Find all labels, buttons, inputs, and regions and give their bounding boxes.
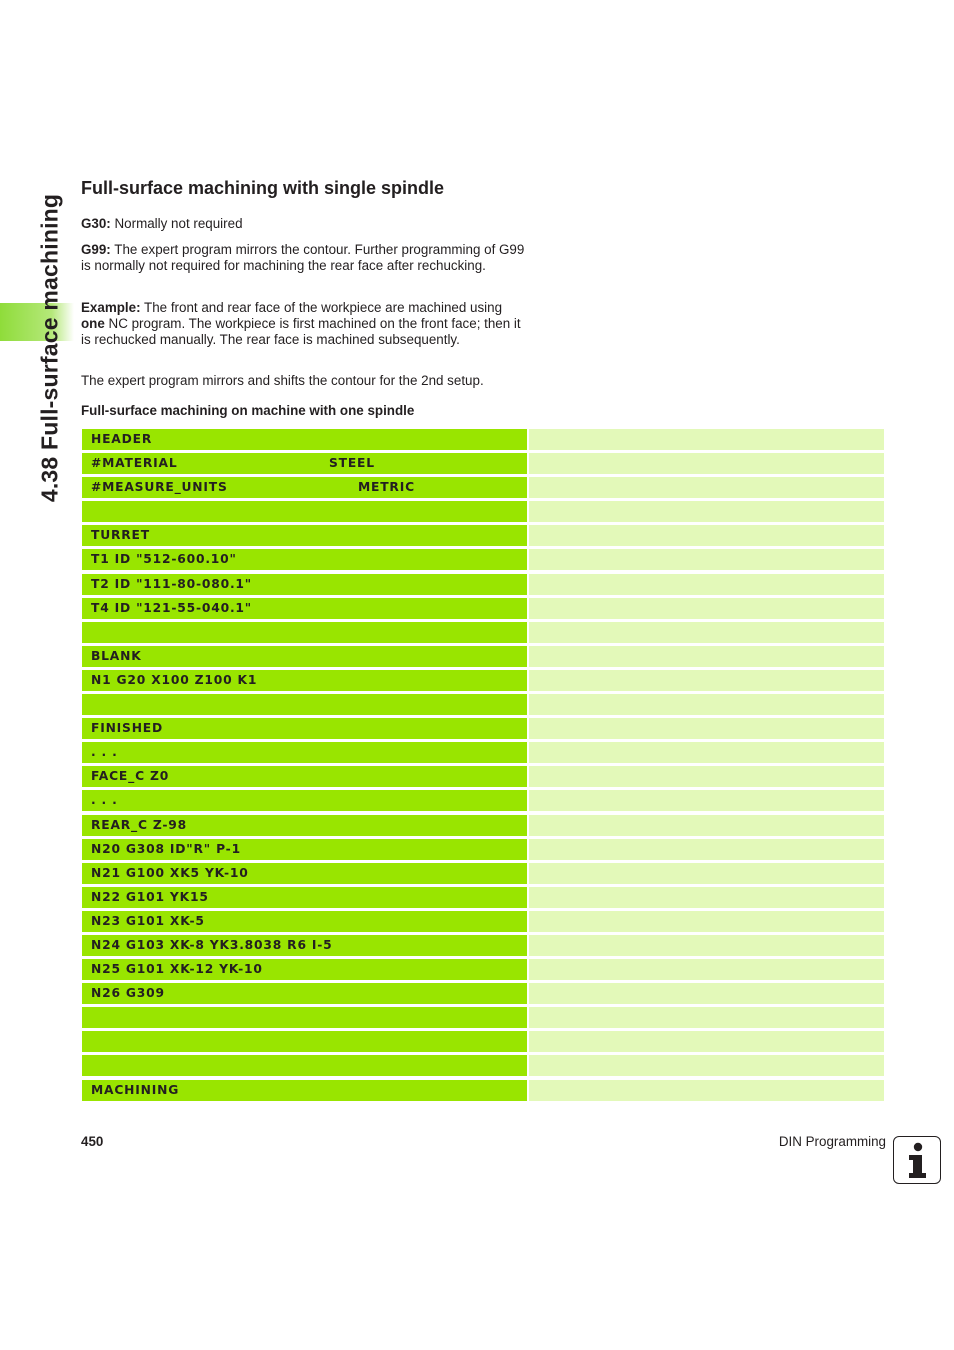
code-cell xyxy=(82,670,527,691)
code-value: METRIC xyxy=(358,480,415,495)
code-row xyxy=(82,1055,884,1076)
code-text: N21 G100 XK5 YK-10 xyxy=(91,865,249,880)
code-row xyxy=(82,1007,884,1028)
code-text: REAR_C Z-98 xyxy=(91,817,188,832)
code-row xyxy=(82,477,884,498)
code-text: N25 G101 XK-12 YK-10 xyxy=(91,962,263,977)
code-row xyxy=(82,574,884,595)
code-row xyxy=(82,766,884,787)
code-cell xyxy=(82,766,527,787)
comment-cell xyxy=(529,1055,884,1076)
code-row xyxy=(82,790,884,811)
g99-label: G99: xyxy=(81,242,111,257)
code-row xyxy=(82,839,884,860)
code-cell xyxy=(82,1031,527,1052)
code-text: MACHINING xyxy=(91,1082,180,1097)
comment-cell xyxy=(529,935,884,956)
code-cell xyxy=(82,694,527,715)
code-cell xyxy=(82,574,527,595)
code-row xyxy=(82,501,884,522)
comment-cell xyxy=(529,911,884,932)
page-number: 450 xyxy=(81,1134,104,1149)
code-cell xyxy=(82,1055,527,1076)
code-cell xyxy=(82,549,527,570)
code-row xyxy=(82,742,884,763)
code-row xyxy=(82,646,884,667)
example-text-1: The front and rear face of the workpiece are machined using xyxy=(140,300,503,315)
code-cell xyxy=(82,911,527,932)
comment-cell xyxy=(529,742,884,763)
code-cell xyxy=(82,1080,527,1101)
g30-text: Normally not required xyxy=(110,216,243,231)
code-cell xyxy=(82,887,527,908)
comment-cell xyxy=(529,598,884,619)
code-cell xyxy=(82,718,527,739)
example-text-2: NC program. The workpiece is first machined on the front face; then it is rechucked manually. The rear face is machined subsequently. xyxy=(81,316,521,347)
section-title: Full-surface machining with single spindle xyxy=(81,178,445,198)
code-cell xyxy=(82,742,527,763)
code-row xyxy=(82,887,884,908)
code-text: T4 ID "121-55-040.1" xyxy=(91,600,252,615)
g99-paragraph xyxy=(81,242,526,274)
comment-cell xyxy=(529,1007,884,1028)
code-text: . . . xyxy=(91,745,118,760)
code-cell xyxy=(82,959,527,980)
code-text: N23 G101 XK-5 xyxy=(91,913,205,928)
code-value: STEEL xyxy=(329,456,375,471)
chapter-side-title: 4.38 Full-surface machining xyxy=(36,193,63,503)
code-text: T1 ID "512-600.10" xyxy=(91,552,237,567)
code-row xyxy=(82,1031,884,1052)
example-paragraph xyxy=(81,300,526,348)
code-row xyxy=(82,718,884,739)
code-row xyxy=(82,935,884,956)
g30-label: G30: xyxy=(81,216,111,231)
code-text: BLANK xyxy=(91,648,142,663)
code-text: #MEASURE_UNITS xyxy=(91,480,228,495)
code-row xyxy=(82,983,884,1004)
code-text: T2 ID "111-80-080.1" xyxy=(91,576,252,591)
comment-cell xyxy=(529,670,884,691)
code-row xyxy=(82,670,884,691)
comment-cell xyxy=(529,429,884,450)
code-cell xyxy=(82,622,527,643)
code-text: TURRET xyxy=(91,528,150,543)
example-one: one xyxy=(81,316,105,331)
code-row xyxy=(82,598,884,619)
comment-cell xyxy=(529,1031,884,1052)
comment-cell xyxy=(529,501,884,522)
code-row xyxy=(82,815,884,836)
code-row xyxy=(82,429,884,450)
code-cell xyxy=(82,501,527,522)
code-row xyxy=(82,549,884,570)
code-cell xyxy=(82,598,527,619)
comment-cell xyxy=(529,1080,884,1101)
code-text: N20 G308 ID"R" P-1 xyxy=(91,841,241,856)
code-table xyxy=(82,429,884,1104)
info-icon xyxy=(893,1136,941,1184)
code-cell xyxy=(82,863,527,884)
comment-cell xyxy=(529,574,884,595)
g30-paragraph xyxy=(81,216,526,232)
example-label: Example: xyxy=(81,300,141,315)
code-text: N26 G309 xyxy=(91,986,165,1001)
code-text: . . . xyxy=(91,793,118,808)
code-cell xyxy=(82,477,527,498)
code-row xyxy=(82,959,884,980)
table-caption: Full-surface machining on machine with one spindle xyxy=(81,403,415,418)
comment-cell xyxy=(529,959,884,980)
comment-cell xyxy=(529,983,884,1004)
comment-cell xyxy=(529,887,884,908)
code-row xyxy=(82,863,884,884)
comment-cell xyxy=(529,453,884,474)
comment-cell xyxy=(529,815,884,836)
chapter-name: DIN Programming xyxy=(778,1134,886,1149)
code-text: N1 G20 X100 Z100 K1 xyxy=(91,672,258,687)
code-cell xyxy=(82,429,527,450)
code-text: FINISHED xyxy=(91,721,163,736)
code-cell xyxy=(82,525,527,546)
code-cell xyxy=(82,815,527,836)
comment-cell xyxy=(529,694,884,715)
code-row xyxy=(82,525,884,546)
comment-cell xyxy=(529,549,884,570)
comment-cell xyxy=(529,477,884,498)
code-row xyxy=(82,453,884,474)
comment-cell xyxy=(529,718,884,739)
code-cell xyxy=(82,790,527,811)
comment-cell xyxy=(529,839,884,860)
code-cell xyxy=(82,453,527,474)
comment-cell xyxy=(529,622,884,643)
code-text: HEADER xyxy=(91,432,153,446)
code-text: N22 G101 YK15 xyxy=(91,889,209,904)
comment-cell xyxy=(529,863,884,884)
comment-cell xyxy=(529,525,884,546)
code-cell xyxy=(82,646,527,667)
code-cell xyxy=(82,839,527,860)
mirror-paragraph: The expert program mirrors and shifts the contour for the 2nd setup. xyxy=(81,373,484,388)
code-text: FACE_C Z0 xyxy=(91,769,170,784)
g99-text: The expert program mirrors the contour. Further programming of G99 is normally not required for machining the rear face after rechucking. xyxy=(81,242,525,273)
code-text: #MATERIAL xyxy=(91,456,178,471)
code-cell xyxy=(82,983,527,1004)
code-cell xyxy=(82,1007,527,1028)
comment-cell xyxy=(529,766,884,787)
code-row xyxy=(82,911,884,932)
code-text: N24 G103 XK-8 YK3.8038 R6 I-5 xyxy=(91,937,333,952)
code-cell xyxy=(82,935,527,956)
code-row xyxy=(82,694,884,715)
comment-cell xyxy=(529,790,884,811)
comment-cell xyxy=(529,646,884,667)
code-row xyxy=(82,1080,884,1101)
code-row xyxy=(82,622,884,643)
